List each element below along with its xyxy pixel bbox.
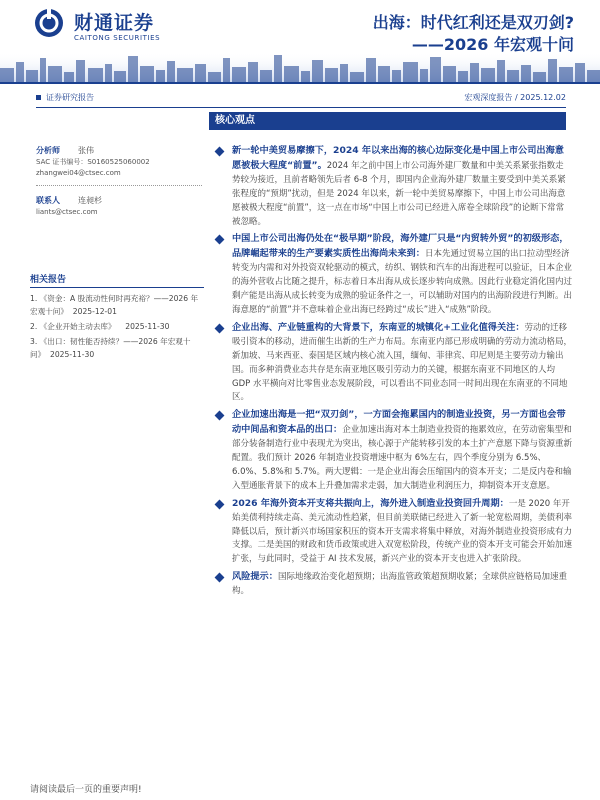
- key-point: [214, 232, 572, 317]
- related-report-title: 2. 《企业开始主动去库》: [30, 322, 116, 331]
- related-reports: [30, 272, 204, 363]
- analyst-card: [36, 144, 202, 186]
- diamond-bullet-icon: [215, 573, 225, 583]
- diamond-bullet-icon: [215, 147, 225, 157]
- square-bullet-icon: [36, 95, 41, 100]
- related-report-item[interactable]: [30, 335, 204, 361]
- analyst-email[interactable]: zhangwei04@ctsec.com: [36, 169, 121, 177]
- diamond-bullet-icon: [215, 411, 225, 421]
- key-point-text: 企业加速出海对本土制造业投资的拖累效应，在劳动密集型和部分装备制造行业中表现尤为突出，核心源于产能转移引发的本土扩产意愿下降与资源重新配置。我们预计 2026 年制造业投资增速中枢为 6%左右，四个季度分别为 6.5%、6.0%、5.8%和 5.7%。两大逻辑：一是企业出海会压缩国内的资本开支；二是反内卷和输入型通胀背景下的成本上升叠加需求走弱，加大制造业利润压力，抑制资本开支意愿。: [232, 425, 573, 491]
- report-title-line1: 出海：时代红利还是双刃剑?: [372, 13, 574, 32]
- related-report-date: 2025-11-30: [125, 322, 170, 331]
- key-point-headline: 中国上市公司出海仍处在“极早期”阶段，海外建厂只是“内贸转外贸”的初级形态，品牌崛起带来的生产要素实质性出海尚未来到：: [232, 233, 569, 260]
- related-report-item[interactable]: [30, 320, 204, 333]
- report-category: [36, 92, 94, 103]
- related-report-date: 2025-11-30: [50, 350, 95, 359]
- report-title: [373, 12, 574, 56]
- key-point-headline: 企业加速出海是一把“双刃剑”，一方面会拖累国内的制造业投资，另一方面也会带动中间品和资本品的出口：: [232, 409, 566, 436]
- logo-name-en: CAITONG SECURITIES: [74, 34, 161, 42]
- diamond-bullet-icon: [215, 499, 225, 509]
- analyst-role: 分析师: [36, 146, 60, 155]
- key-point: [214, 321, 572, 405]
- report-info-bar: [36, 90, 566, 108]
- report-category-label: 证券研究报告: [46, 93, 94, 102]
- key-point-headline: 新一轮中美贸易摩擦下，2024 年以来出海的核心边际变化是中国上市公司出海意愿被极大程度“前置”。: [232, 145, 564, 171]
- related-report-item[interactable]: [30, 292, 204, 318]
- section-title-core-views: 核心观点: [209, 112, 566, 130]
- disclaimer-note: 请阅读最后一页的重要声明!: [30, 785, 142, 795]
- diamond-bullet-icon: [215, 235, 225, 245]
- core-views-body: [214, 144, 572, 602]
- analyst-cert: SAC 证书编号：S0160525060002: [36, 158, 150, 166]
- contact-email[interactable]: liants@ctsec.com: [36, 208, 98, 216]
- contact-role: 联系人: [36, 196, 60, 205]
- key-point: [214, 408, 572, 493]
- report-type-date: 宏观深度报告 / 2025.12.02: [464, 93, 566, 102]
- related-report-title: 3. 《出口：韧性能否持续？——2026 年宏观十问》: [30, 337, 191, 359]
- key-point-headline: 2026 年海外资本开支将共振向上，海外进入制造业投资回升周期：: [232, 497, 509, 509]
- key-point: [214, 144, 572, 229]
- contact-name: 连昶杉: [78, 196, 102, 205]
- logo-name-cn: 财通证券: [74, 12, 155, 34]
- logo-mark-icon: [34, 8, 64, 38]
- report-title-line2: ——2026 年宏观十问: [411, 35, 574, 54]
- risk-warning: [214, 570, 572, 599]
- risk-warning-text: 国际地缘政治变化超预期；出海监管政策超预期收紧；全球供应链格局加速重构。: [232, 572, 567, 597]
- key-point-text: 一是 2020 年开始美债利持续走高、美元流动性趋紧，但目前美联储已经进入了新一轮宽松周期，美债利率降低以后，预计新兴市场国家积压的资本开支需求将集中释放，对海外制造业投资形成有力支撑。二是美国的财政和货币政策或进入双宽松阶段，传统产业的资本开支可能会开始加速扩张，与此同时，受益于 AI 技术发展，新兴产业的资本开支也进入扩张阶段。: [232, 498, 573, 565]
- related-report-title: 1. 《资金：A 股流动性何时再充裕？——2026 年宏观十问》: [30, 294, 199, 316]
- report-header: [0, 0, 600, 84]
- related-reports-heading: 相关报告: [30, 272, 204, 288]
- analyst-name: 张伟: [78, 146, 94, 155]
- key-point-text: 日本先通过贸易立国的出口拉动型经济转变为内需和对外投资双轮驱动的模式，纺织、钢铁和汽车的出海进程可以验证，日本企业的海外营收占比随之提升，标志着日本出海从成长逐步转向成熟。因此行业稳定消化国内过剩产能是出海从成长转变为成熟的验证条件之一，可以辅助对国内的出海阶段进行判断。出海意愿的“前置”并不意味着企业出海已经跨过“成长”进入“成熟”阶段。: [232, 249, 573, 315]
- key-point: [214, 497, 572, 568]
- related-report-date: 2025-12-01: [72, 307, 117, 316]
- contact-card: [36, 194, 202, 224]
- key-point-headline: 企业出海、产业链重构的大背景下，东南亚的城镇化+工业化值得关注：: [232, 321, 525, 333]
- diamond-bullet-icon: [215, 323, 225, 333]
- analyst-sidebar: [36, 144, 202, 232]
- risk-warning-label: 风险提示：: [232, 571, 278, 583]
- key-point-text: 2024 年之前中国上市公司海外建厂数量和中美关系紧张指数走势较为接近，且前者略领先后者 6-8 个月，即国内企业海外建厂数量主要受到中美关系紧张程度的“预期”扰动，但是 2024 年以来，新一轮中美贸易摩擦下，中国上市公司出海意愿被极大程度“前置”，这一点在市场“中国上市公司已经进入席卷全球阶段”的论断下常常被忽略。: [232, 160, 566, 227]
- key-point-text: 劳动的迁移吸引资本的移动，进而催生出新的生产力布局。东南亚内部已形成明确的劳动力流动格局，新加坡、马来西亚、泰国是区域内核心流入国，缅甸、菲律宾、印尼则是主要劳动力输出国。而多种消费业态共存是东南亚地区吸引劳动力的关键，根据东南亚不同地区的人均 GDP 水平横向对比零售业态发展阶段，可以看出不同业态同一时间出现在东南亚的不同地区。: [232, 322, 573, 403]
- company-logo: [34, 8, 184, 44]
